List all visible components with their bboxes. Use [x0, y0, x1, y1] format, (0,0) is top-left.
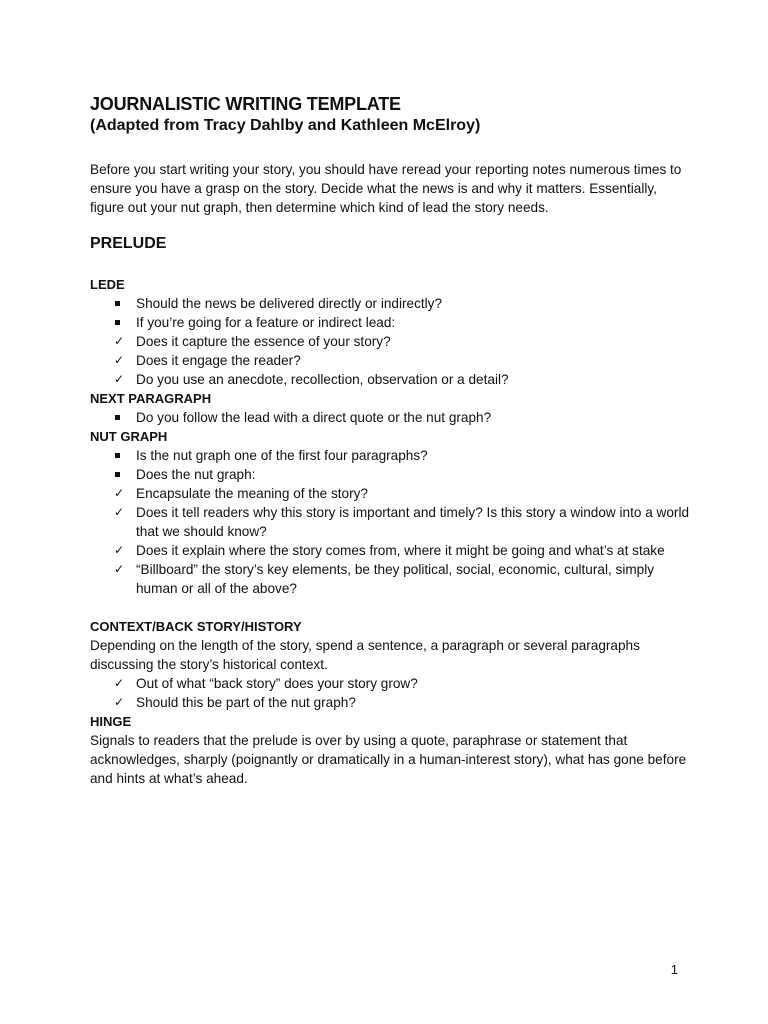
checklist-item	[113, 693, 690, 712]
intro-paragraph: Before you start writing your story, you should have reread your reporting notes numerous times to ensure you have a grasp on the story. Decide what the news is and why it matters. Essentially, figure out your nut graph, then determine which kind of lead the story needs.	[90, 162, 682, 215]
bullet-item	[136, 294, 690, 313]
checklist-item	[113, 560, 690, 598]
list-item-text: Is the nut graph one of the first four paragraphs?	[136, 448, 428, 463]
list-item-text: Does the nut graph:	[136, 467, 256, 482]
checklist-item	[113, 332, 690, 351]
checklist-item	[113, 674, 690, 693]
nut-graph-heading: NUT GRAPH	[90, 429, 168, 444]
list-item-text: Encapsulate the meaning of the story?	[136, 486, 368, 501]
list-item-text: Should this be part of the nut graph?	[136, 695, 356, 710]
list-item-text: Does it engage the reader?	[136, 353, 301, 368]
section-title-prelude: PRELUDE	[90, 235, 167, 252]
checklist-item	[113, 351, 690, 370]
bullet-item	[136, 465, 690, 484]
square-bullet-icon	[115, 415, 120, 420]
checklist-item	[113, 503, 690, 541]
context-list	[90, 674, 690, 712]
checkmark-icon: ✓	[113, 505, 125, 519]
list-item-text: Out of what “back story” does your story grow?	[136, 676, 418, 691]
lede-heading: LEDE	[90, 277, 125, 292]
checkmark-icon: ✓	[113, 486, 125, 500]
bullet-item	[136, 313, 690, 332]
list-item-text: Does it tell readers why this story is important and timely? Is this story a window into a world that we should know?	[136, 505, 690, 539]
checkmark-icon: ✓	[113, 334, 125, 348]
checkmark-icon: ✓	[113, 695, 125, 709]
list-item-text: “Billboard” the story’s key elements, be they political, social, economic, cultural, simply human or all of the above?	[136, 562, 655, 596]
bullet-item	[136, 408, 690, 427]
context-heading: CONTEXT/BACK STORY/HISTORY	[90, 619, 302, 634]
checklist-item	[113, 541, 690, 560]
checkmark-icon: ✓	[113, 676, 125, 690]
checklist-item	[113, 370, 690, 389]
list-item-text: Should the news be delivered directly or indirectly?	[136, 296, 443, 311]
checkmark-icon: ✓	[113, 372, 125, 386]
square-bullet-icon	[115, 301, 120, 306]
document-subtitle: (Adapted from Tracy Dahlby and Kathleen McElroy)	[90, 117, 481, 134]
list-item-text: Do you follow the lead with a direct quote or the nut graph?	[136, 410, 492, 425]
list-item-text: Does it explain where the story comes from, where it might be going and what’s at stake	[136, 543, 665, 558]
checklist-item	[113, 484, 690, 503]
next-paragraph-heading: NEXT PARAGRAPH	[90, 391, 212, 406]
list-item-text: Does it capture the essence of your story?	[136, 334, 391, 349]
hinge-heading: HINGE	[90, 714, 132, 729]
list-item-text: If you’re going for a feature or indirect lead:	[136, 315, 396, 330]
checkmark-icon: ✓	[113, 543, 125, 557]
page-number: 1	[670, 962, 678, 977]
bullet-item	[136, 446, 690, 465]
lede-list	[90, 294, 690, 389]
hinge-paragraph: Signals to readers that the prelude is over by using a quote, paraphrase or statement that acknowledges, sharply (poignantly or dramatically in a human-interest story), what has gone before and hints at what’s ahead.	[90, 733, 687, 786]
nut-graph-list	[90, 446, 690, 598]
list-item-text: Do you use an anecdote, recollection, observation or a detail?	[136, 372, 509, 387]
document-title: JOURNALISTIC WRITING TEMPLATE	[90, 94, 401, 114]
square-bullet-icon	[115, 320, 120, 325]
square-bullet-icon	[115, 472, 120, 477]
context-paragraph: Depending on the length of the story, spend a sentence, a paragraph or several paragraphs discussing the story’s historical context.	[90, 638, 640, 672]
square-bullet-icon	[115, 453, 120, 458]
document-body	[90, 93, 690, 788]
checkmark-icon: ✓	[113, 562, 125, 576]
checkmark-icon: ✓	[113, 353, 125, 367]
next-paragraph-list	[90, 408, 690, 427]
